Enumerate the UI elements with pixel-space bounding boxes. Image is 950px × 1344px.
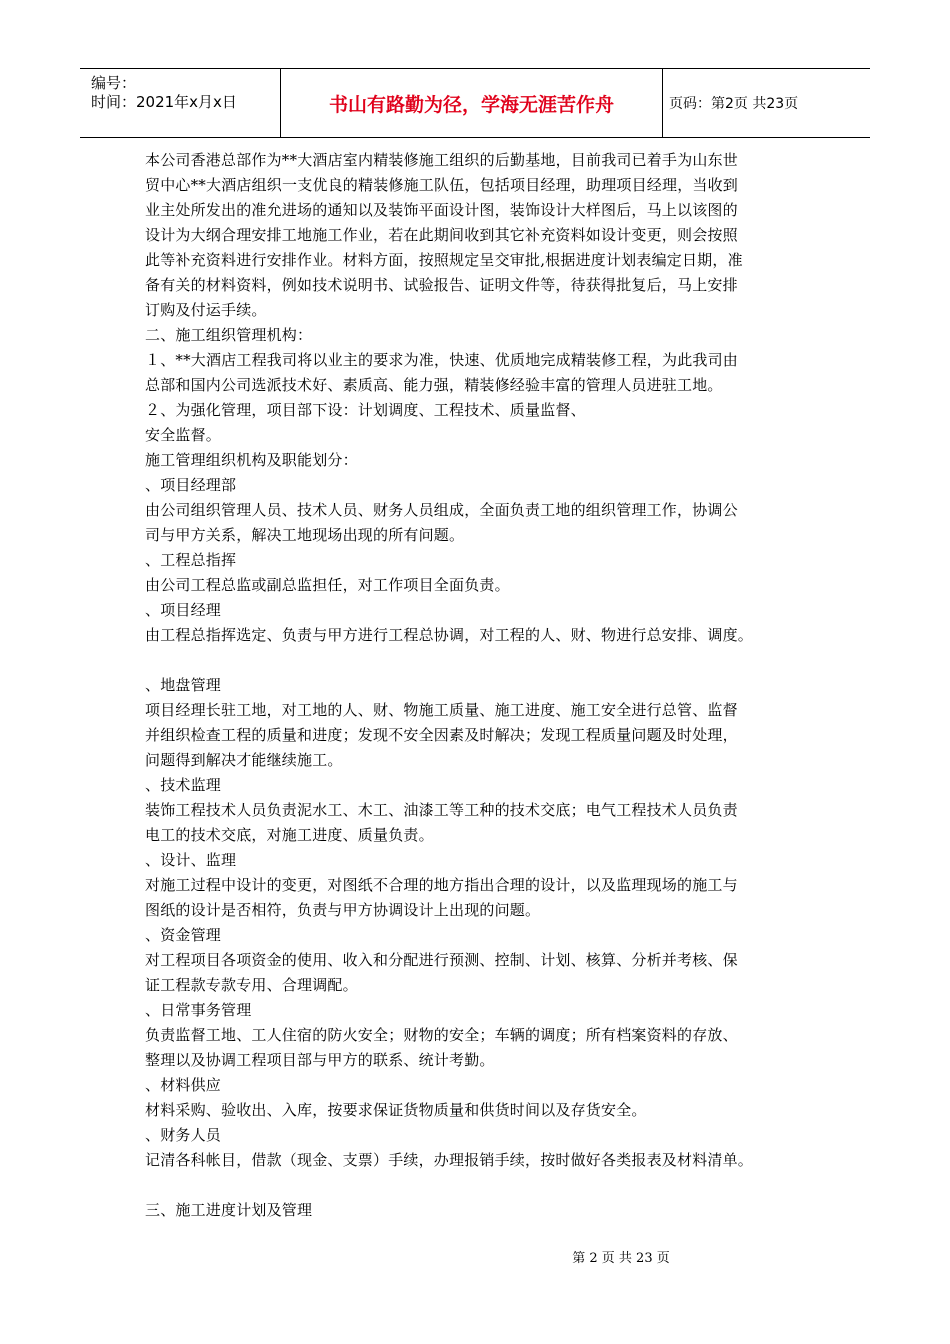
text-line: 、财务人员 — [145, 1126, 222, 1144]
text-line: 负责监督工地、工人住宿的防火安全；财物的安全；车辆的调度；所有档案资料的存放、 — [145, 1026, 738, 1044]
text-line: 由工程总指挥选定、负责与甲方进行工程总协调，对工程的人、财、物进行总安排、调度。 — [145, 626, 754, 644]
text-line: 安全监督。 — [145, 426, 222, 444]
text-line: 对施工过程中设计的变更，对图纸不合理的地方指出合理的设计，以及监理现场的施工与 — [145, 876, 738, 894]
text-line: １、**大酒店工程我司将以业主的要求为准，快速、优质地完成精装修工程，为此我司由 — [145, 351, 739, 369]
text-line: 、项目经理 — [145, 601, 222, 619]
text-line: ２、为强化管理，项目部下设：计划调度、工程技术、质量监督、 — [145, 401, 586, 419]
text-line: 、材料供应 — [145, 1076, 222, 1094]
text-line: 由公司工程总监或副总监担任，对工作项目全面负责。 — [145, 576, 510, 594]
text-line: 、设计、监理 — [145, 851, 237, 869]
text-line: 二、施工组织管理机构： — [145, 326, 313, 344]
text-line: 总部和国内公司选派技术好、素质高、能力强，精装修经验丰富的管理人员进驻工地。 — [145, 376, 723, 394]
text-line: 问题得到解决才能继续施工。 — [145, 751, 343, 769]
text-line: 本公司香港总部作为**大酒店室内精装修施工组织的后勤基地，目前我司已着手为山东世 — [145, 151, 739, 169]
header-meta — [80, 69, 280, 137]
text-line: 对工程项目各项资金的使用、收入和分配进行预测、控制、计划、核算、分析并考核、保 — [145, 951, 738, 969]
text-line: 证工程款专款专用、合理调配。 — [145, 976, 358, 994]
text-line: 施工管理组织机构及职能划分： — [145, 451, 358, 469]
footer-page-number: 第 2 页 共 23 页 — [572, 1251, 670, 1266]
number-label: 编号： — [91, 74, 137, 92]
text-line: 图纸的设计是否相符，负责与甲方协调设计上出现的问题。 — [145, 901, 541, 919]
page-header — [80, 68, 870, 138]
text-line: 并组织检查工程的质量和进度；发现不安全因素及时解决；发现工程质量问题及时处理， — [145, 726, 738, 744]
text-line: 、项目经理部 — [145, 476, 237, 494]
text-line: 整理以及协调工程项目部与甲方的联系、统计考勤。 — [145, 1051, 495, 1069]
text-line: 电工的技术交底，对施工进度、质量负责。 — [145, 826, 434, 844]
text-line: 项目经理长驻工地，对工地的人、财、物施工质量、施工进度、施工安全进行总管、监督 — [145, 701, 738, 719]
text-line: 业主处所发出的准允进场的通知以及装饰平面设计图，装饰设计大样图后，马上以该图的 — [145, 201, 738, 219]
text-line: 此等补充资料进行安排作业。材料方面，按照规定呈交审批,根据进度计划表编定日期，准 — [145, 251, 743, 269]
text-line: 、技术监理 — [145, 776, 222, 794]
text-line: 装饰工程技术人员负责泥水工、木工、油漆工等工种的技术交底；电气工程技术人员负责 — [145, 801, 738, 819]
time-label: 时间：2021年x月x日 — [91, 93, 237, 111]
text-line: 、地盘管理 — [145, 676, 222, 694]
text-line: 由公司组织管理人员、技术人员、财务人员组成，全面负责工地的组织管理工作，协调公 — [145, 501, 738, 519]
page-info: 页码：第2页 共23页 — [669, 96, 799, 112]
motto: 书山有路勤为径，学海无涯苦作舟 — [280, 69, 663, 137]
text-line: 司与甲方关系，解决工地现场出现的所有问题。 — [145, 526, 465, 544]
text-line: 订购及付运手续。 — [145, 301, 267, 319]
text-line: 记清各科帐目，借款（现金、支票）手续，办理报销手续，按时做好各类报表及材料清单。 — [145, 1151, 754, 1169]
text-line: 、资金管理 — [145, 926, 222, 944]
text-line: 三、施工进度计划及管理 — [145, 1201, 313, 1219]
text-line: 备有关的材料资料，例如技术说明书、试验报告、证明文件等，待获得批复后，马上安排 — [145, 276, 738, 294]
text-line: 、工程总指挥 — [145, 551, 237, 569]
text-line: 、日常事务管理 — [145, 1001, 252, 1019]
text-line: 贸中心**大酒店组织一支优良的精装修施工队伍，包括项目经理，助理项目经理，当收到 — [145, 176, 739, 194]
text-line: 设计为大纲合理安排工地施工作业，若在此期间收到其它补充资料如设计变更，则会按照 — [145, 226, 738, 244]
page-footer — [0, 1247, 950, 1266]
text-line: 材料采购、验收出、入库，按要求保证货物质量和供货时间以及存货安全。 — [145, 1101, 647, 1119]
